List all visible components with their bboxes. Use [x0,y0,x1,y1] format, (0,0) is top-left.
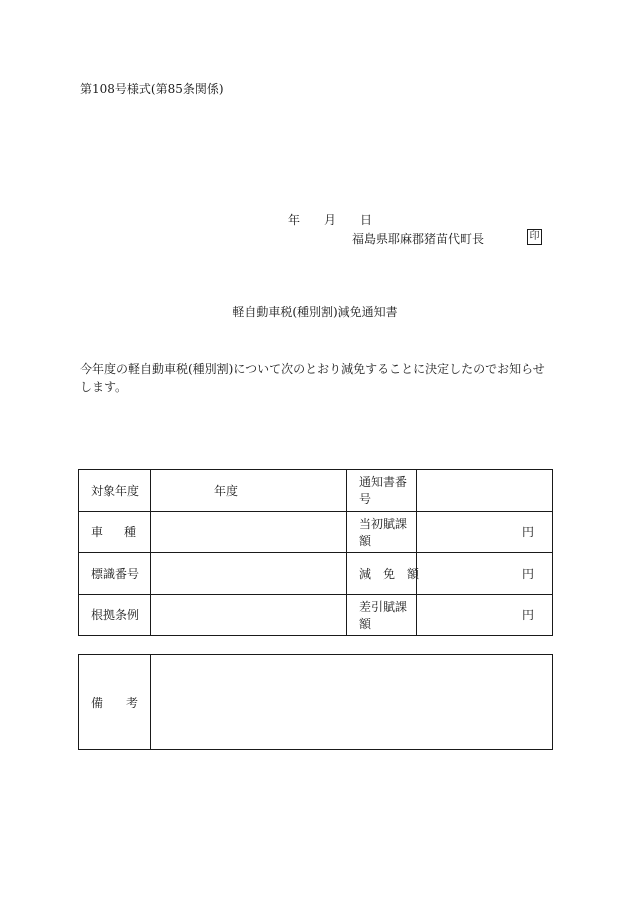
vehicle-type-label: 車 種 [79,511,151,553]
table-row [79,594,553,636]
remarks-table [78,654,553,750]
notice-body: 今年度の軽自動車税(種別割)について次のとおり減免することに決定したのでお知らせします。 [80,362,545,394]
detail-table [78,469,553,636]
table-row [79,511,553,553]
plate-number-label: 標識番号 [79,553,151,595]
form-number: 第108号様式(第85条関係) [80,82,224,96]
plate-number-value [151,553,347,595]
table-row [79,553,553,595]
date-day: 日 [360,213,373,227]
remarks-value [151,655,553,750]
notice-number-label: 通知書番号 [347,470,417,512]
initial-tax-value: 円 [417,511,553,553]
reduction-amount-label: 減 免 額 [347,553,417,595]
notice-number-value [417,470,553,512]
net-tax-value: 円 [417,594,553,636]
net-tax-label: 差引賦課額 [347,594,417,636]
legal-basis-label: 根拠条例 [79,594,151,636]
initial-tax-label: 当初賦課額 [347,511,417,553]
date-line [288,211,372,228]
date-year: 年 [288,213,301,227]
reduction-amount-value: 円 [417,553,553,595]
date-month: 月 [324,213,337,227]
table-row [79,470,553,512]
fiscal-year-value: 年度 [151,470,347,512]
issuer-name: 福島県耶麻郡猪苗代町長 [352,232,485,246]
vehicle-type-value [151,511,347,553]
document-title: 軽自動車税(種別割)減免通知書 [232,305,398,319]
fiscal-year-label: 対象年度 [79,470,151,512]
table-row [79,655,553,750]
legal-basis-value [151,594,347,636]
seal-mark: 印 [527,229,542,245]
remarks-label: 備 考 [79,655,151,750]
